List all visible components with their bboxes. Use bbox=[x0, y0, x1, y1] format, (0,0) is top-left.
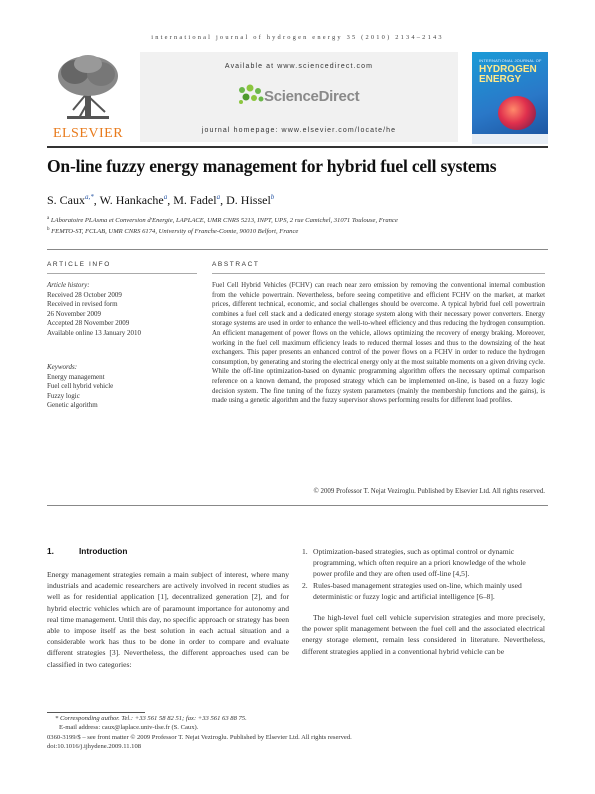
header-divider bbox=[47, 146, 548, 148]
journal-homepage-text[interactable]: journal homepage: www.elsevier.com/locate/he bbox=[201, 127, 397, 134]
article-title: On-line fuzzy energy management for hybrid fuel cell systems bbox=[47, 156, 497, 176]
author-1: S. Caux$^{a,*}$, bbox=[47, 193, 100, 207]
cover-image bbox=[498, 96, 536, 130]
affiliation-b: $^b$ FEMTO-ST, FCLAB, UMR CNRS 6174, University of Franche-Comte, 90010 Belfort, France bbox=[47, 227, 299, 236]
cover-footer-band bbox=[472, 134, 548, 144]
author-list bbox=[47, 193, 274, 208]
article-info-rule bbox=[47, 273, 197, 274]
sciencedirect-wordmark: ScienceDirect bbox=[264, 88, 360, 105]
affiliation-divider bbox=[47, 249, 548, 250]
list-item: 2. Rules-based management strategies used on-line, which mainly used deterministic or fuzzy logic and artificial intelligence [6–8]. bbox=[302, 580, 522, 601]
abstract-text: Fuel Cell Hybrid Vehicles (FCHV) can reach near zero emission by removing the conventional internal combustion from the vehicle powertrain. Nevertheless, before seeing competitive and efficient FCHV on the market, at market prices, different technical, economic, and social challenges should be overcome. A typical hybrid fuel cell powertrain combines a fuel cell stack and a dedicated energy storage system along with their necessary power converters. Energy storage systems are used in order to enhance the well-to-wheel efficiency and thus reducing the hydrogen consumption. An efficient management of power flows on the vehicle, allows optimizing the recovery of energy braking. Moreover, working in the fuel cell maximum efficiency leads to reduced thermal losses and thus to the downsizing of the heat exchangers. This paper presents an enhanced control of the power flows on a FCHV in order to reduce the hydrogen consumption, by generating and storing the electrical energy only at the most suitable moments on a given driving cycle. While the off-line optimization-based on dynamic programming algorithm offers the necessary optimal comparison reference on a known demand, the proposed strategy which can be implemented on-line, is based on a fuzzy logic decision system. The fine tuning of the fuzzy system parameters (mainly the membership functions and the gains), is made using a genetic algorithm and the fuzzy supervisor shows performing results for different load profiles. bbox=[212, 282, 545, 405]
intro-left-paragraph: Energy management strategies remain a main subject of interest, where many industrials and academic researchers are actively involved in recent studies as well as for residential application [1], decentralized generation [2], and for hybrid electric vehicles which are of paramount importance for autonomy and real time management. Until this day, no specific approach or strategy has been able to impose itself as the best solution in each actual situation and a considerable work has thus to be done in order to compare and evaluate different strategies [3]. Nevertheless, the different approaches used can be classified in two categories: bbox=[47, 570, 289, 669]
journal-citation-line: international journal of hydrogen energy 35 (2010) 2134–2143 bbox=[151, 34, 444, 41]
cover-title-line-2: ENERGY bbox=[479, 74, 522, 85]
elsevier-logo bbox=[47, 52, 129, 142]
tree-logo-icon bbox=[53, 52, 123, 124]
corresponding-author-note: * Corresponding author. Tel.: +33 561 58 82 51; fax: +33 561 63 88 75. bbox=[55, 715, 247, 722]
list-item: 1. Optimization-based strategies, such as optimal control or dynamic programming, which often require an a priori knowledge of the whole power profile and they are often used off-line [4,5]. bbox=[302, 547, 526, 579]
cover-title bbox=[479, 65, 537, 85]
journal-header-box bbox=[140, 52, 458, 142]
section-heading-introduction: 1. Introduction bbox=[47, 546, 128, 556]
doi-line[interactable]: doi:10.1016/j.ijhydene.2009.11.108 bbox=[47, 743, 142, 750]
abstract-copyright: © 2009 Professor T. Nejat Veziroglu. Published by Elsevier Ltd. All rights reserved. bbox=[313, 488, 545, 495]
affiliation-a: $^a$ LAboratoire PLAsma et Conversion d'Energie, LAPLACE, UMR CNRS 5213, INPT, UPS, 2 rue Camichel, 31071 Toulouse, France bbox=[47, 216, 398, 225]
keywords-list: Keywords: Energy management Fuel cell hybrid vehicle Fuzzy logic Genetic algorithm bbox=[47, 363, 114, 410]
footnote-divider bbox=[47, 712, 145, 713]
journal-cover-thumbnail bbox=[472, 52, 548, 144]
author-3: M. Fadel$^a$, bbox=[173, 193, 227, 207]
author-4: D. Hissel$^b$ bbox=[226, 193, 275, 207]
author-2: W. Hankache$^a$, bbox=[99, 193, 174, 207]
elsevier-wordmark: ELSEVIER bbox=[52, 126, 124, 141]
article-history: Article history: Received 28 October 2009 Received in revised form 26 November 2009 Accepted 28 November 2009 Available online 13 January 2010 bbox=[47, 281, 141, 337]
issn-line: 0360-3199/$ – see front matter © 2009 Professor T. Nejat Veziroglu. Published by Elsevier Ltd. All rights reserved. bbox=[47, 734, 352, 741]
abstract-heading: ABSTRACT bbox=[212, 261, 260, 268]
available-at-text: Available at www.sciencedirect.com bbox=[224, 63, 374, 70]
cover-journal-label: INTERNATIONAL JOURNAL OF bbox=[479, 58, 542, 63]
abstract-rule bbox=[212, 273, 545, 274]
intro-right-paragraph: The high-level fuel cell vehicle supervision strategies and more precisely, the power split management between the fuel cell and the associated electrical energy storage element, remain less considered in literature. Nevertheless, different strategies applied in a conventional hybrid vehicle can be bbox=[302, 613, 545, 656]
cover-title-line-1: HYDROGEN bbox=[479, 64, 537, 75]
abstract-divider bbox=[47, 505, 548, 506]
intro-right-column bbox=[302, 546, 545, 657]
email-address[interactable]: E-mail address: caux@laplace.univ-tlse.fr (S. Caux). bbox=[59, 724, 199, 731]
article-info-heading: ARTICLE INFO bbox=[47, 261, 111, 268]
